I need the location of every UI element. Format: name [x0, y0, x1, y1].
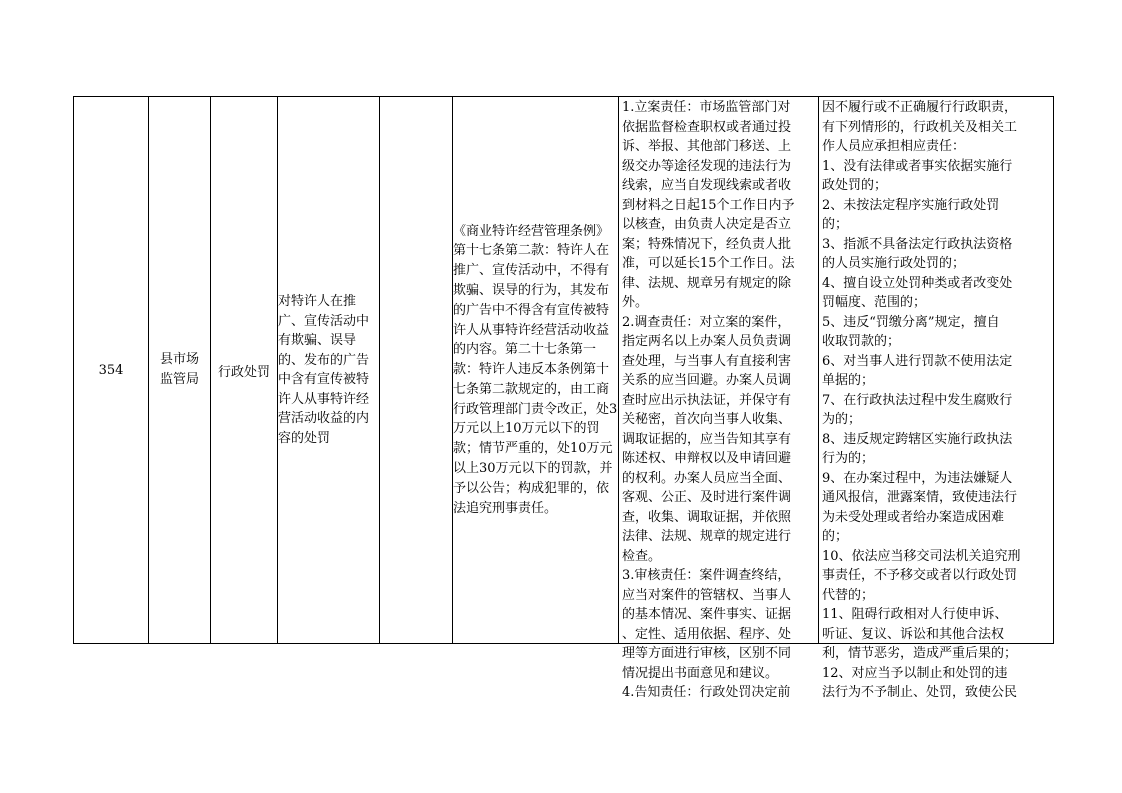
accountability-line: 10、依法应当移交司法机关追究刑 [822, 548, 1021, 564]
responsibility-line: 查，收集、调取证据，并依照 [622, 509, 792, 525]
accountability-line: 听证、复议、诉讼和其他合法权 [822, 626, 1005, 642]
responsibility-cell [619, 97, 819, 700]
accountability-line: 7、在行政执法过程中发生腐败行 [822, 392, 1013, 408]
responsibility-line: 调取证据的，应当告知其享有 [622, 431, 792, 447]
accountability-line: 的； [822, 529, 849, 544]
accountability-line: 8、违反规定跨辖区实施行政执法 [822, 431, 1013, 447]
accountability-line: 11、阻碍行政相对人行使申诉、 [822, 607, 1008, 622]
accountability-line: 利，情节恶劣，造成严重后果的； [822, 646, 1018, 661]
responsibility-line: 理等方面进行审核，区别不同 [622, 646, 792, 661]
power-list-table [73, 96, 1054, 700]
accountability-line: 行为的； [822, 451, 875, 466]
accountability-line: 1、没有法律或者事实依据实施行 [822, 158, 1013, 174]
accountability-line: 罚幅度、范围的； [822, 295, 927, 310]
responsibility-line: 指定两名以上办案人员负责调 [622, 334, 792, 349]
responsibility-line: 1.立案责任：市场监管部门对 [622, 100, 791, 115]
accountability-line: 政处罚的； [822, 178, 888, 193]
accountability-line: 作人员应承担相应责任： [822, 139, 966, 154]
responsibility-line: 依据监督检查职权或者通过投 [622, 119, 792, 135]
responsibility-line: 以核查，由负责人决定是否立 [622, 217, 792, 232]
accountability-line: 代替的； [822, 587, 875, 603]
responsibility-line: 4.告知责任：行政处罚决定前 [622, 685, 791, 700]
responsibility-line: 情况提出书面意见和建议。 [622, 665, 779, 681]
responsibility-line: 检查。 [622, 548, 662, 564]
accountability-line: 有下列情形的，行政机关及相关工 [822, 119, 1018, 135]
responsibility-line: 陈述权、申辩权以及申请回避 [622, 451, 792, 466]
accountability-line: 的； [822, 217, 849, 232]
accountability-line: 收取罚款的； [822, 334, 901, 349]
power-type-cell [211, 97, 278, 644]
row-number: 354 [98, 362, 124, 378]
item-name-cell [278, 97, 380, 644]
responsibility-line: 查处理，与当事人有直接利害 [622, 353, 792, 369]
responsibility-line: 案；特殊情况下，经负责人批 [622, 236, 792, 252]
responsibility-line: 级交办等途径发现的违法行为 [622, 158, 792, 174]
item-name: 对特许人在推广、宣传活动中有欺骗、误导的、发布的广告中含有宣传被特许人从事特许经营活动收益的内容的处罚 [278, 294, 370, 446]
responsibility-line: 律、法规、规章另有规定的除 [622, 275, 792, 291]
accountability-line: 为的； [822, 412, 862, 427]
accountability-line: 2、未按法定程序实施行政处罚 [822, 197, 1000, 213]
accountability-line: 单据的； [822, 373, 875, 388]
responsibility-line: 、定性、适用依据、程序、处 [622, 626, 792, 642]
accountability-line: 法行为不予制止、处罚，致使公民 [822, 685, 1018, 700]
responsibility-line: 到材料之日起15个工作日内予 [622, 197, 795, 213]
department-name: 县市场监管局 [159, 352, 199, 387]
accountability-line: 5、违反“罚缴分离”规定，擅自 [822, 314, 1000, 330]
responsibility-line: 应当对案件的管辖权、当事人 [622, 587, 792, 603]
responsibility-line: 2.调查责任：对立案的案件， [622, 314, 791, 330]
responsibility-line: 的权利。办案人员应当全面、 [622, 470, 792, 486]
accountability-line: 4、擅自设立处罚种类或者改变处 [822, 275, 1013, 291]
accountability-line: 通风报信，泄露案情，致使违法行 [822, 490, 1018, 505]
accountability-text [819, 97, 1053, 700]
responsibility-line: 关秘密，首次向当事人收集、 [622, 412, 792, 427]
responsibility-line: 查时应出示执法证，并保守有 [622, 392, 792, 408]
responsibility-line: 线索，应当自发现线索或者收 [622, 178, 792, 193]
accountability-line: 事责任，不予移交或者以行政处罚 [822, 568, 1018, 583]
legal-basis: 《商业特许经营管理条例》第十七条第二款：特许人在推广、宣传活动中，不得有欺骗、误导的行为，其发布的广告中不得含有宣传被特许人从事特许经营活动收益的内容。第二十七条第一款：特许人违反本条例第十七条第二款规定的，由工商行政管理部门责令改正，处3万元以上10万元以下的罚款；情节严重的，处10万元以上30万元以下的罚款，并予以公告；构成犯罪的，依法追究刑事责任。 [453, 223, 618, 516]
responsibility-line: 法律、法规、规章的规定进行 [622, 529, 792, 544]
power-type: 行政处罚 [217, 364, 270, 380]
accountability-line: 为未受处理或者给办案造成困难 [822, 509, 1005, 525]
responsibility-text [619, 97, 818, 700]
responsibility-line: 客观、公正、及时进行案件调 [622, 490, 792, 505]
legal-basis-cell [453, 97, 619, 644]
responsibility-line: 的基本情况、案件事实、证据 [622, 607, 792, 622]
responsibility-line: 3.审核责任：案件调查终结， [622, 568, 791, 583]
accountability-line: 因不履行或不正确履行行政职责， [822, 100, 1018, 115]
department-cell [149, 97, 211, 644]
accountability-line: 3、指派不具备法定行政执法资格 [822, 236, 1013, 252]
accountability-line: 6、对当事人进行罚款不使用法定 [822, 353, 1013, 369]
responsibility-line: 外。 [622, 295, 649, 310]
responsibility-line: 诉、举报、其他部门移送、上 [622, 139, 792, 154]
accountability-line: 的人员实施行政处罚的； [822, 256, 966, 271]
accountability-cell [819, 97, 1054, 700]
responsibility-line: 关系的应当回避。办案人员调 [622, 373, 792, 388]
row-number-cell [74, 97, 149, 644]
table-row [74, 97, 1054, 644]
accountability-line: 12、对应当予以制止和处罚的违 [822, 665, 1008, 681]
accountability-line: 9、在办案过程中，为违法嫌疑人 [822, 470, 1013, 486]
empty-cell [380, 97, 453, 644]
responsibility-line: 准，可以延长15个工作日。法 [622, 256, 795, 271]
